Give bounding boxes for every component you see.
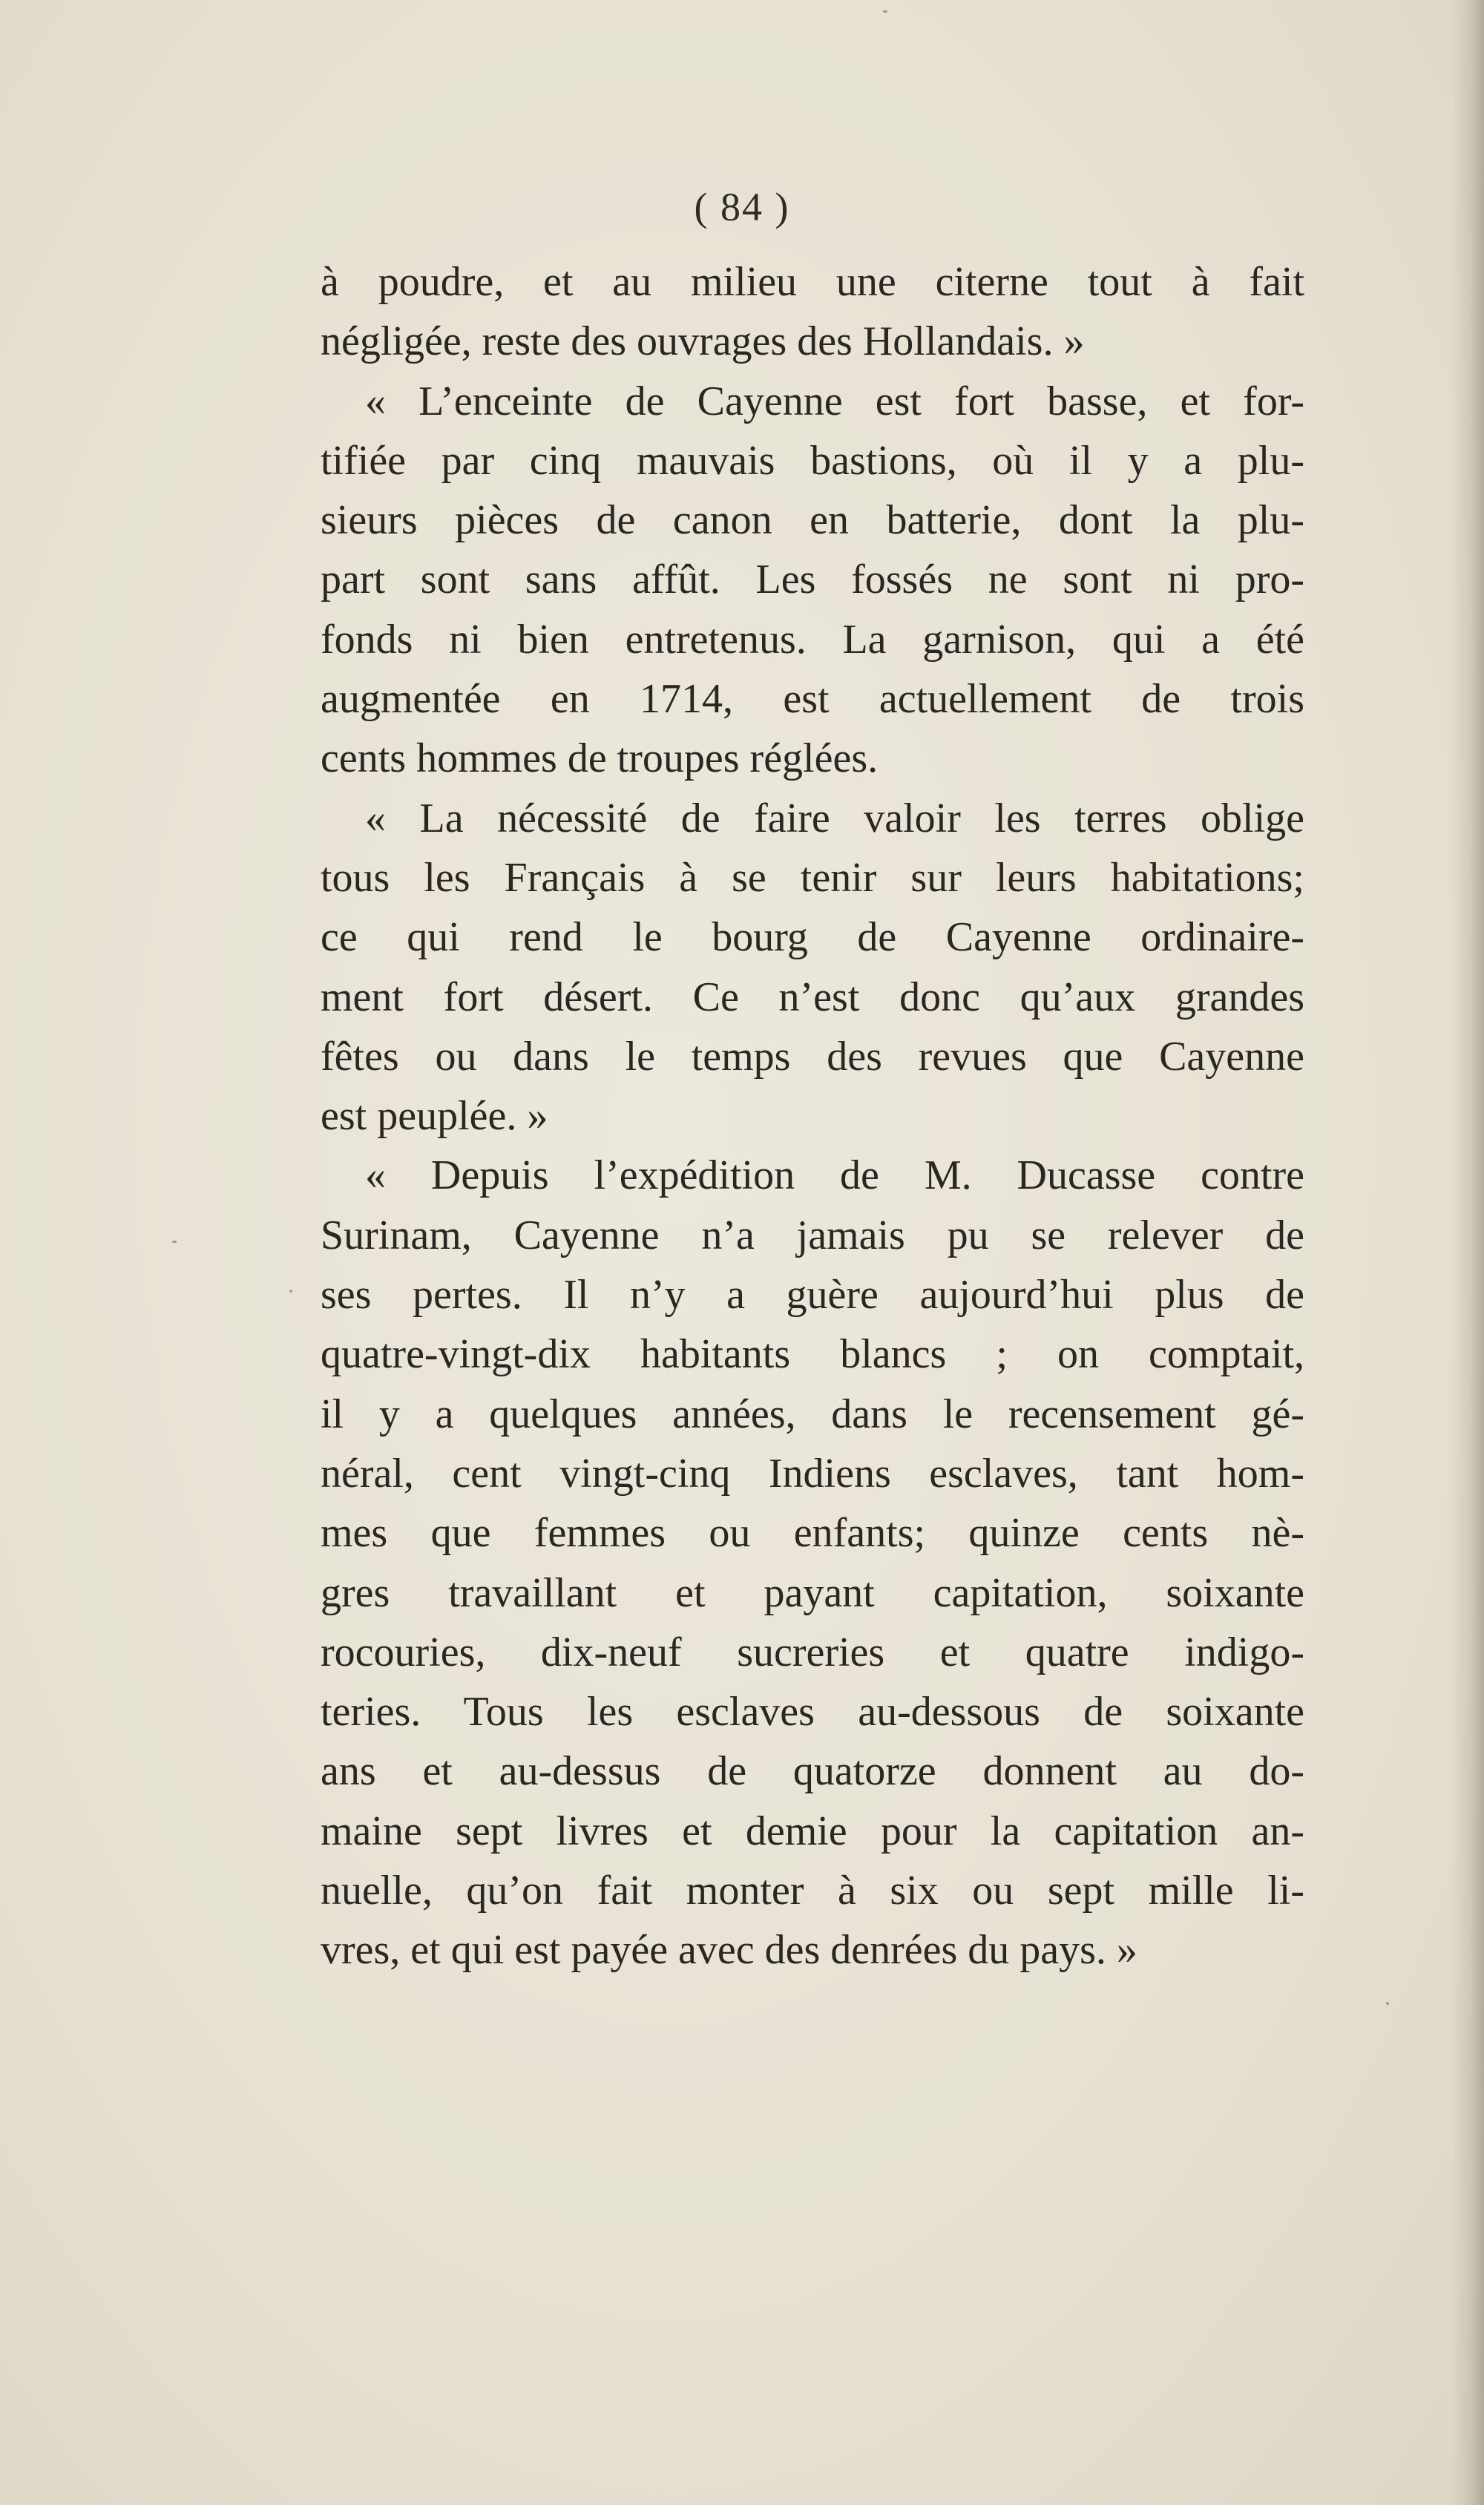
paper-speck — [172, 1241, 177, 1243]
text-line: négligée, reste des ouvrages des Hollandais. » — [321, 318, 1085, 365]
paper-speck — [1386, 2002, 1389, 2005]
text-line: vres, et qui est payée avec des denrées du pays. » — [321, 1927, 1137, 1974]
text-line: « La nécessité de faire valoir les terres oblige — [365, 795, 1304, 841]
text-line: quatre-vingt-dix habitants blancs ; on comptait, — [321, 1331, 1304, 1378]
text-line: tifiée par cinq mauvais bastions, où il y a plu- — [321, 437, 1304, 484]
text-line: est peuplée. » — [321, 1093, 548, 1140]
page-number: ( 84 ) — [694, 185, 790, 229]
text-line: nuelle, qu’on fait monter à six ou sept mille li- — [321, 1868, 1304, 1914]
text-line: « L’enceinte de Cayenne est fort basse, et for- — [365, 378, 1304, 424]
text-line: « Depuis l’expédition de M. Ducasse contre — [365, 1152, 1304, 1199]
text-line: mes que femmes ou enfants; quinze cents nè- — [321, 1510, 1304, 1557]
text-line: part sont sans affût. Les fossés ne sont ni pro- — [321, 557, 1304, 603]
text-line: teries. Tous les esclaves au-dessous de soixante — [321, 1689, 1304, 1736]
text-line: cents hommes de troupes réglées. — [321, 735, 879, 782]
text-line: à poudre, et au milieu une citerne tout à fait — [321, 259, 1304, 305]
text-line: augmentée en 1714, est actuellement de trois — [321, 676, 1304, 723]
text-line: maine sept livres et demie pour la capitation an- — [321, 1808, 1304, 1854]
text-line: néral, cent vingt-cinq Indiens esclaves, tant hom- — [321, 1450, 1304, 1497]
page-edge-shadow — [1450, 0, 1484, 2505]
text-line: tous les Français à se tenir sur leurs habitations; — [321, 854, 1304, 901]
text-line: gres travaillant et payant capitation, soixante — [321, 1569, 1304, 1616]
text-line: ment fort désert. Ce n’est donc qu’aux grandes — [321, 974, 1304, 1020]
paper-speck — [289, 1290, 292, 1293]
text-line: il y a quelques années, dans le recensement gé- — [321, 1391, 1304, 1437]
body-text — [321, 252, 1304, 1980]
text-line: Surinam, Cayenne n’a jamais pu se relever de — [321, 1212, 1304, 1258]
text-line: ans et au-dessus de quatorze donnent au do- — [321, 1748, 1304, 1795]
text-line: sieurs pièces de canon en batterie, dont la plu- — [321, 497, 1304, 544]
paper-speck — [883, 10, 887, 13]
text-line: ce qui rend le bourg de Cayenne ordinaire- — [321, 914, 1304, 961]
text-line: fêtes ou dans le temps des revues que Cayenne — [321, 1033, 1304, 1080]
text-line: ses pertes. Il n’y a guère aujourd’hui plus de — [321, 1272, 1304, 1319]
text-line: fonds ni bien entretenus. La garnison, qui a été — [321, 616, 1304, 663]
text-line: rocouries, dix-neuf sucreries et quatre indigo- — [321, 1629, 1304, 1675]
